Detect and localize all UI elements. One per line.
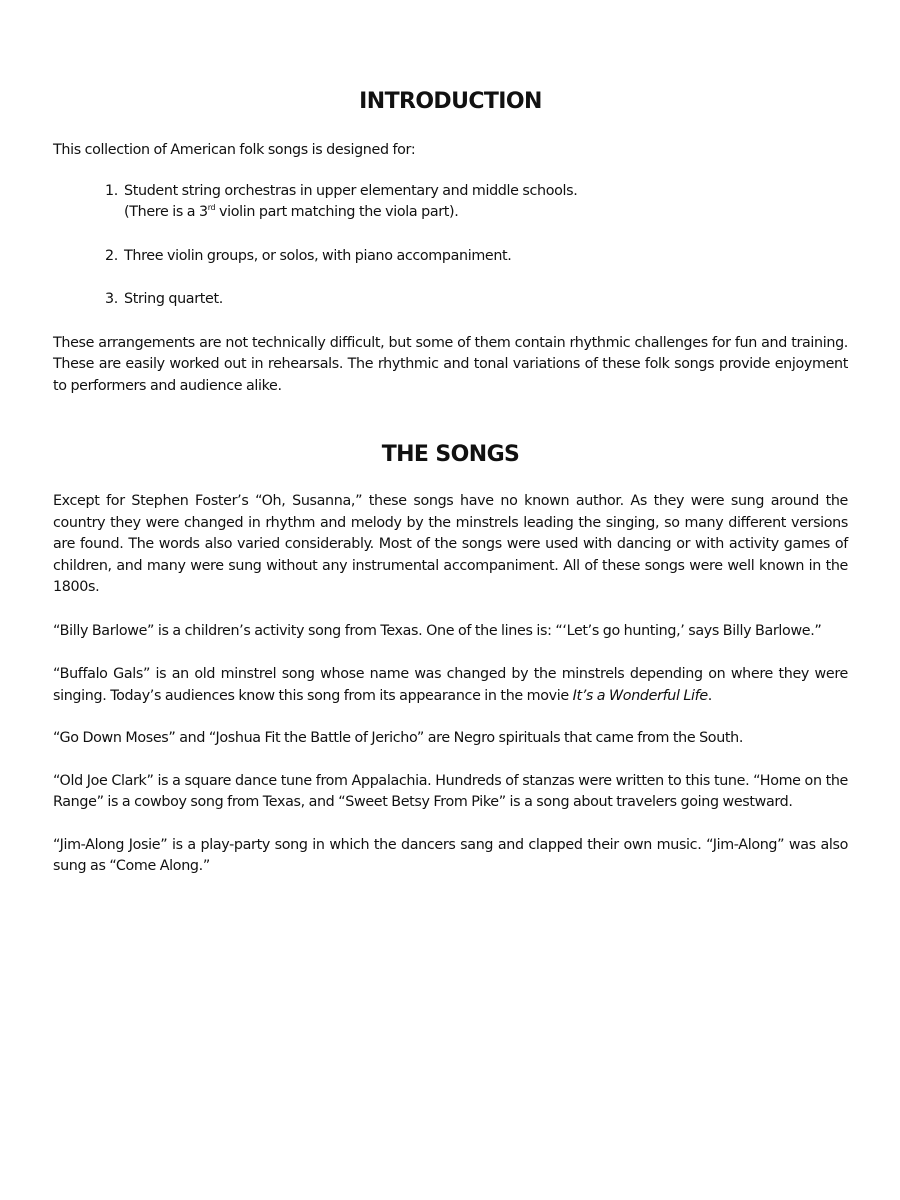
purpose-number: 2. xyxy=(105,247,118,264)
purpose-number: 3. xyxy=(105,291,118,307)
songs-paragraph-old-joe-clark: “Old Joe Clark” is a square dance tune from Appalachia. Hundreds of stanzas were written to this tune. “Home on the Range” is a cowboy song from Texas, and “Sweet Betsy From Pike” is a song about travelers going westward. xyxy=(53,772,848,810)
songs-paragraph-jim-along-josie: “Jim-Along Josie” is a play-party song in which the dancers sang and clapped their own music. “Jim-Along” was also sung as “Come Along.” xyxy=(53,836,848,874)
introduction-heading: INTRODUCTION xyxy=(359,89,542,114)
document-page xyxy=(53,88,848,878)
purpose-number: 1. xyxy=(105,182,118,199)
purpose-item-3 xyxy=(105,289,848,311)
songs-heading: THE SONGS xyxy=(381,442,520,467)
songs-paragraph-buffalo-gals: “Buffalo Gals” is an old minstrel song whose name was changed by the minstrels depending on where they were singing. Today’s audiences know this song from its appearance in the movie It’s a Wonderful Life. xyxy=(53,666,848,704)
movie-title: It’s a Wonderful Life xyxy=(572,687,708,704)
songs-paragraph-spirituals: “Go Down Moses” and “Joshua Fit the Battle of Jericho” are Negro spirituals that came from the South. xyxy=(53,730,744,746)
songs-paragraph-billy-barlowe: “Billy Barlowe” is a children’s activity song from Texas. One of the lines is: “‘Let’s go hunting,’ says Billy Barlowe.” xyxy=(53,622,822,639)
introduction-closing: These arrangements are not technically difficult, but some of them contain rhythmic challenges for fun and training. These are easily worked out in rehearsals. The rhythmic and tonal variations of these folk songs provide enjoyment to performers and audience alike. xyxy=(53,334,848,394)
purpose-note: (There is a 3rd violin part matching the viola part). xyxy=(124,203,459,220)
songs-paragraph-history: Except for Stephen Foster’s “Oh, Susanna,” these songs have no known author. As they were sung around the country they were changed in rhythm and melody by the minstrels leading the singing, so many different versions are found. The words also varied considerably. Most of the songs were used with dancing or with activity games of children, and many were sung without any instrumental accompaniment. All of these songs were well known in the 1800s. xyxy=(53,493,848,595)
purpose-list xyxy=(53,181,848,311)
introduction-lead: This collection of American folk songs is designed for: xyxy=(53,142,416,158)
purpose-item-1 xyxy=(105,181,848,224)
ordinal-suffix: rd xyxy=(207,203,216,213)
purpose-item-2 xyxy=(105,246,848,268)
purpose-text: String quartet. xyxy=(124,291,223,307)
purpose-text: Student string orchestras in upper elementary and middle schools. xyxy=(124,182,578,199)
purpose-text: Three violin groups, or solos, with piano accompaniment. xyxy=(124,247,512,264)
